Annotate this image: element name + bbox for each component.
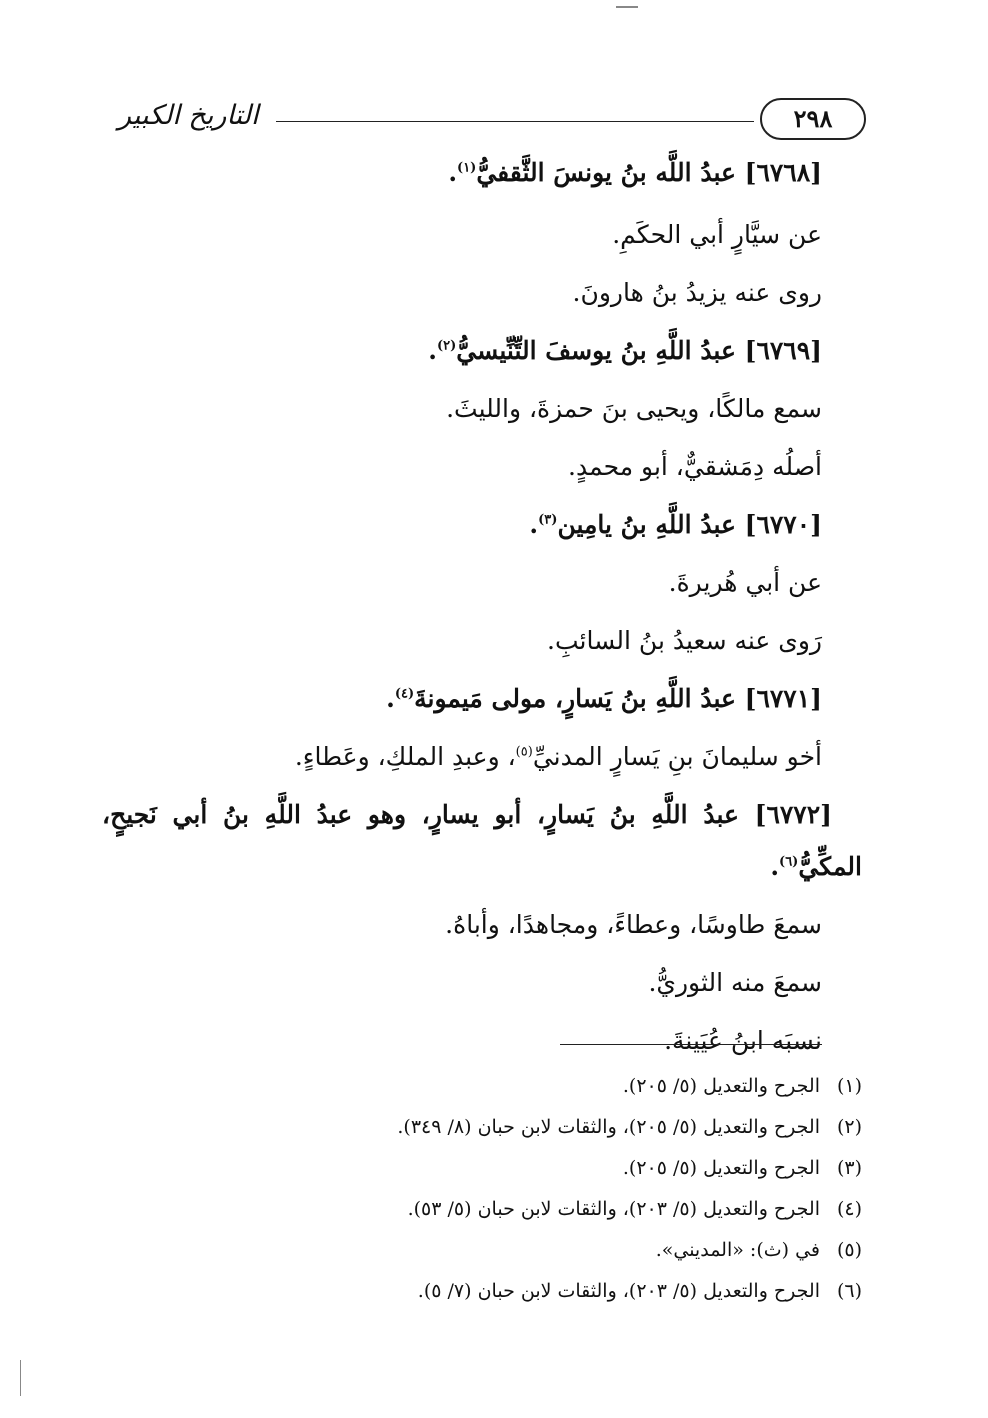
punct: .: [448, 158, 458, 187]
page-number-badge: ٢٩٨: [760, 98, 866, 140]
top-margin-mark: [616, 6, 638, 8]
entry-6771-line: [295, 734, 822, 780]
footnote-ref[interactable]: (٤): [394, 686, 415, 702]
footnote-ref[interactable]: (٦): [779, 854, 799, 870]
punct: .: [770, 852, 780, 881]
margin-mark: [20, 1360, 21, 1396]
header-rule: [276, 121, 754, 122]
entry-6769-heading: [428, 328, 822, 374]
footnote-text: الجرح والتعديل (٥/ ٢٠٣)، والثقات لابن حبان (٥/ ٥٣).: [407, 1198, 820, 1220]
footnote-number: (٦): [836, 1280, 862, 1302]
footnote-number: (٥): [836, 1239, 862, 1261]
book-title: التاريخ الكبير: [118, 100, 259, 131]
footnote-number: (١): [836, 1075, 862, 1097]
entry-6770-heading: [529, 502, 822, 548]
entry-heading-text: [٦٧٧٠] عبدُ اللَّهِ بنُ يامِين: [557, 510, 822, 539]
entry-heading-text: المكِّيُّ: [798, 852, 862, 881]
footnote-item: [300, 1189, 862, 1230]
entry-6769-line: سمع مالكًا، ويحيى بنَ حمزةَ، والليثَ.: [446, 394, 822, 423]
footnote-ref[interactable]: (١): [457, 160, 477, 176]
footnote-item: [300, 1107, 862, 1148]
footnote-item: [300, 1271, 862, 1312]
entry-6772-heading-cont: [770, 844, 862, 890]
footnote-text: الجرح والتعديل (٥/ ٢٠٥)، والثقات لابن حبان (٨/ ٣٤٩).: [397, 1116, 820, 1138]
entry-6772-line: سمعَ منه الثوريُّ.: [648, 968, 822, 997]
entry-heading-text: [٦٧٧١] عبدُ اللَّهِ بنُ يَسارٍ، مولى مَيمونةَ: [414, 684, 822, 713]
footnote-item: [300, 1230, 862, 1271]
main-text: [102, 150, 862, 1055]
entry-6768-heading: [448, 150, 822, 196]
entry-6772-heading: [٦٧٧٢] عبدُ اللَّهِ بنُ يَسارٍ، أبو يسارٍ، وهو عبدُ اللَّهِ بنُ أبي نَجيحٍ،: [102, 800, 832, 829]
entry-6770-line: رَوى عنه سعيدُ بنُ السائبِ.: [547, 626, 822, 655]
footnote-ref[interactable]: (٣): [538, 512, 558, 528]
entry-6768-line: عن سيَّارٍ أبي الحكَمِ.: [612, 220, 822, 249]
entry-6772-line: نسبَه ابنُ عُيَينةَ.: [664, 1026, 822, 1055]
punct: .: [386, 684, 395, 713]
entry-6768-line: روى عنه يزيدُ بنُ هارونَ.: [572, 278, 822, 307]
entry-heading-text: [٦٧٦٩] عبدُ اللَّهِ بنُ يوسفَ التِّنِّيسيُّ: [456, 336, 822, 365]
footnote-text: الجرح والتعديل (٥/ ٢٠٣)، والثقات لابن حبان (٧/ ٥).: [417, 1280, 820, 1302]
entry-line-text: ، وعبدِ الملكِ، وعَطاءٍ.: [294, 742, 516, 771]
entry-6769-line: أصلُه دِمَشقيٌّ، أبو محمدٍ.: [568, 452, 822, 481]
footnote-number: (٢): [836, 1116, 862, 1138]
footnote-ref[interactable]: (٥): [515, 744, 533, 760]
footnote-ref[interactable]: (٢): [436, 338, 457, 354]
footnote-separator: [560, 1044, 822, 1045]
footnote-number: (٣): [836, 1157, 862, 1179]
punct: .: [428, 336, 437, 365]
footnote-item: [300, 1066, 862, 1107]
entry-heading-text: [٦٧٦٨] عبدُ اللَّه بنُ يونسَ الثَّقفيُّ: [476, 158, 822, 187]
entry-6771-heading: [386, 676, 822, 722]
entry-6770-line: عن أبي هُريرةَ.: [668, 568, 822, 597]
entry-line-text: أخو سليمانَ بنِ يَسارٍ المدنيِّ: [532, 742, 822, 771]
footnotes: [300, 1066, 862, 1312]
footnote-item: [300, 1148, 862, 1189]
running-header: [118, 98, 866, 144]
footnote-text: الجرح والتعديل (٥/ ٢٠٥).: [622, 1075, 820, 1097]
footnote-text: في (ث): «المديني».: [655, 1239, 820, 1261]
punct: .: [529, 510, 539, 539]
entry-6772-line: سمعَ طاوسًا، وعطاءً، ومجاهدًا، وأباهُ.: [445, 910, 822, 939]
footnote-text: الجرح والتعديل (٥/ ٢٠٥).: [622, 1157, 820, 1179]
footnote-number: (٤): [836, 1198, 862, 1220]
